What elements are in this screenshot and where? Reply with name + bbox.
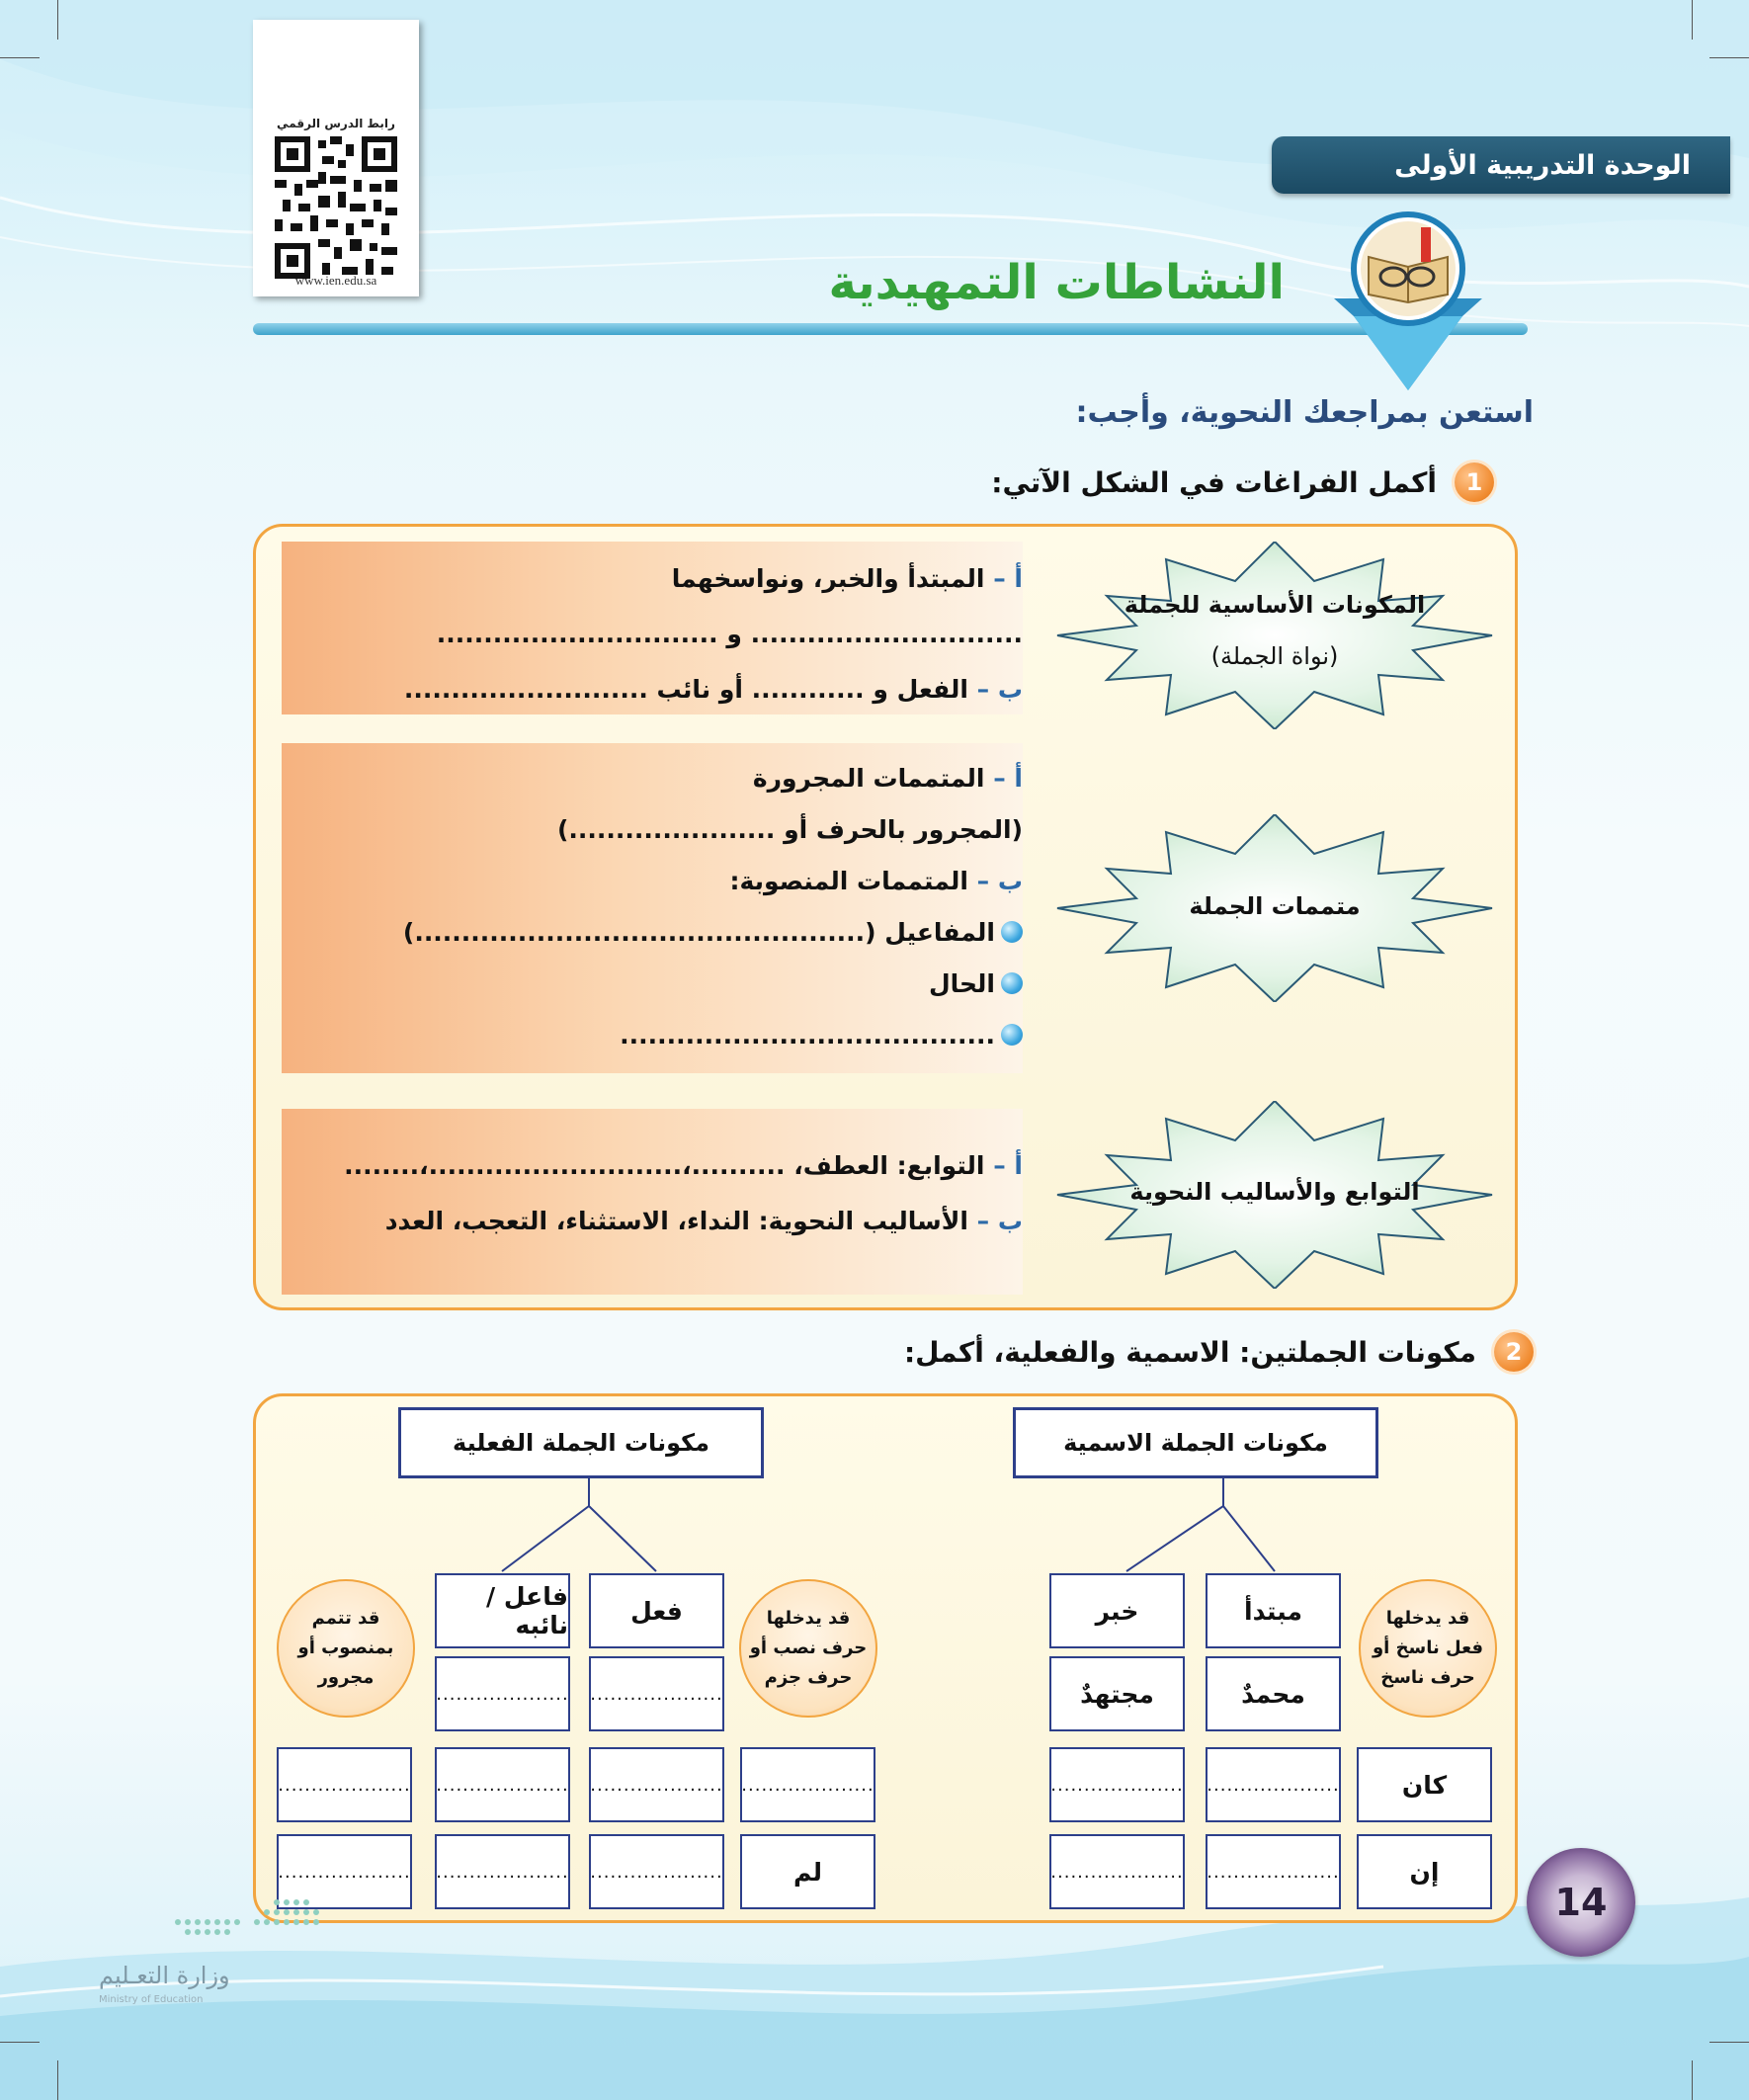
item-letter: ب – xyxy=(976,675,1023,704)
verbal-complement-note: قد تتمم بمنصوب أو مجرور xyxy=(277,1579,415,1718)
qr-card[interactable] xyxy=(253,20,419,296)
unit-label: الوحدة التدريبية الأولى xyxy=(1272,136,1730,194)
example-mujtahid: مجتهدٌ xyxy=(1049,1656,1185,1731)
fail-example-blank[interactable]: .................... xyxy=(435,1656,570,1731)
core-b-fill-blank[interactable]: الفعل و ............ أو نائب .......................... xyxy=(403,675,968,704)
star-complements-title: متممات الجملة xyxy=(1189,892,1361,920)
book-glasses-icon xyxy=(1314,208,1502,395)
bullet-icon xyxy=(1001,1024,1023,1046)
star-followers-title: التوابع والأساليب النحوية xyxy=(1129,1178,1420,1206)
nominal-abrogator-note: قد يدخلها فعل ناسخ أو حرف ناسخ xyxy=(1359,1579,1497,1718)
question-1-heading xyxy=(991,462,1494,502)
ministry-name: وزارة التعـليم xyxy=(99,1962,230,1989)
complement-row1-blank[interactable]: .................... xyxy=(277,1747,412,1822)
core-a-fill-blank[interactable]: ............................. و .............................. xyxy=(436,620,1023,648)
example-kana: كان xyxy=(1357,1747,1492,1822)
complements-a-fill-blank[interactable]: (المجرور بالحرف أو ......................) xyxy=(557,815,1023,844)
question-1-text: أكمل الفراغات في الشكل الآتي: xyxy=(991,465,1437,499)
mubtada-label: مبتدأ xyxy=(1206,1573,1341,1648)
followers-a-fill-blank[interactable]: التوابع: العطف، ..........،...........................،........ xyxy=(344,1151,985,1180)
verbal-particle-note: قد يدخلها حرف نصب أو حرف جزم xyxy=(739,1579,877,1718)
bullet-icon xyxy=(1001,921,1023,943)
khabar-label: خبر xyxy=(1049,1573,1185,1648)
page-number: 14 xyxy=(1527,1848,1635,1957)
ministry-name-en: Ministry of Education xyxy=(99,1994,204,2005)
fail-row2-blank[interactable]: .................... xyxy=(435,1834,570,1909)
fail-row1-blank[interactable]: .................... xyxy=(435,1747,570,1822)
inna-khabar-blank[interactable]: .................... xyxy=(1049,1834,1185,1909)
example-lam: لم xyxy=(740,1834,875,1909)
item-letter: ب – xyxy=(976,867,1023,895)
star-shape-core xyxy=(1047,542,1502,729)
complements-b-text: المتممات المنصوبة: xyxy=(729,867,968,895)
answer-panel-followers xyxy=(282,1109,1023,1295)
fail-label: فاعل / نائبه xyxy=(435,1573,570,1648)
item-letter: ب – xyxy=(976,1207,1023,1235)
followers-b-text: الأساليب النحوية: النداء، الاستثناء، التعجب، العدد xyxy=(384,1207,968,1235)
question-number-badge: 2 xyxy=(1494,1332,1534,1372)
star-core-subtitle: (نواة الجملة) xyxy=(1210,642,1339,670)
inna-mubtada-blank[interactable]: .................... xyxy=(1206,1834,1341,1909)
page-title: النشاطات التمهيدية xyxy=(828,255,1285,310)
particle-blank[interactable]: .................... xyxy=(740,1747,875,1822)
objects-fill-blank[interactable]: المفاعيل (................................................) xyxy=(402,918,995,947)
item-letter: أ – xyxy=(993,564,1023,593)
complements-a-text: المتممات المجرورة xyxy=(752,764,985,793)
crop-mark xyxy=(1692,0,1693,40)
instruction: استعن بمراجعك النحوية، وأجب: xyxy=(1075,395,1534,430)
example-muhammad: محمدٌ xyxy=(1206,1656,1341,1731)
crop-mark xyxy=(1692,2060,1693,2100)
fil-row2-blank[interactable]: .................... xyxy=(589,1834,724,1909)
verbal-sentence-header: مكونات الجملة الفعلية xyxy=(398,1407,764,1478)
bullet-icon xyxy=(1001,972,1023,994)
qr-title: رابط الدرس الرقمي xyxy=(277,117,395,130)
item-letter: أ – xyxy=(993,764,1023,793)
star-core-title: المكونات الأساسية للجملة xyxy=(1124,591,1426,619)
crop-mark xyxy=(57,2060,58,2100)
example-inna: إن xyxy=(1357,1834,1492,1909)
crop-mark xyxy=(1709,57,1749,58)
answer-panel-complements xyxy=(282,743,1023,1073)
fil-row1-blank[interactable]: .................... xyxy=(589,1747,724,1822)
hal-text: الحال xyxy=(928,969,995,998)
fil-example-blank[interactable]: .................... xyxy=(589,1656,724,1731)
answer-panel-core xyxy=(282,542,1023,714)
complement-row2-blank[interactable]: .................... xyxy=(277,1834,412,1909)
core-a-text: المبتدأ والخبر، ونواسخهما xyxy=(671,564,985,593)
kana-khabar-blank[interactable]: .................... xyxy=(1049,1747,1185,1822)
question-number-badge: 1 xyxy=(1455,462,1494,502)
nominal-sentence-header: مكونات الجملة الاسمية xyxy=(1013,1407,1378,1478)
crop-mark xyxy=(57,0,58,40)
extra-fill-blank[interactable]: ........................................ xyxy=(620,1021,995,1050)
crop-mark xyxy=(0,57,40,58)
qr-url[interactable]: www.ien.edu.sa xyxy=(294,273,377,288)
question-2-text: مكونات الجملتين: الاسمية والفعلية، أكمل: xyxy=(903,1335,1476,1369)
kana-mubtada-blank[interactable]: .................... xyxy=(1206,1747,1341,1822)
item-letter: أ – xyxy=(993,1151,1023,1180)
question-2-heading xyxy=(904,1332,1534,1372)
fil-label: فعل xyxy=(589,1573,724,1648)
qr-code-icon[interactable] xyxy=(275,136,397,279)
crop-mark xyxy=(1709,2042,1749,2043)
crop-mark xyxy=(0,2042,40,2043)
